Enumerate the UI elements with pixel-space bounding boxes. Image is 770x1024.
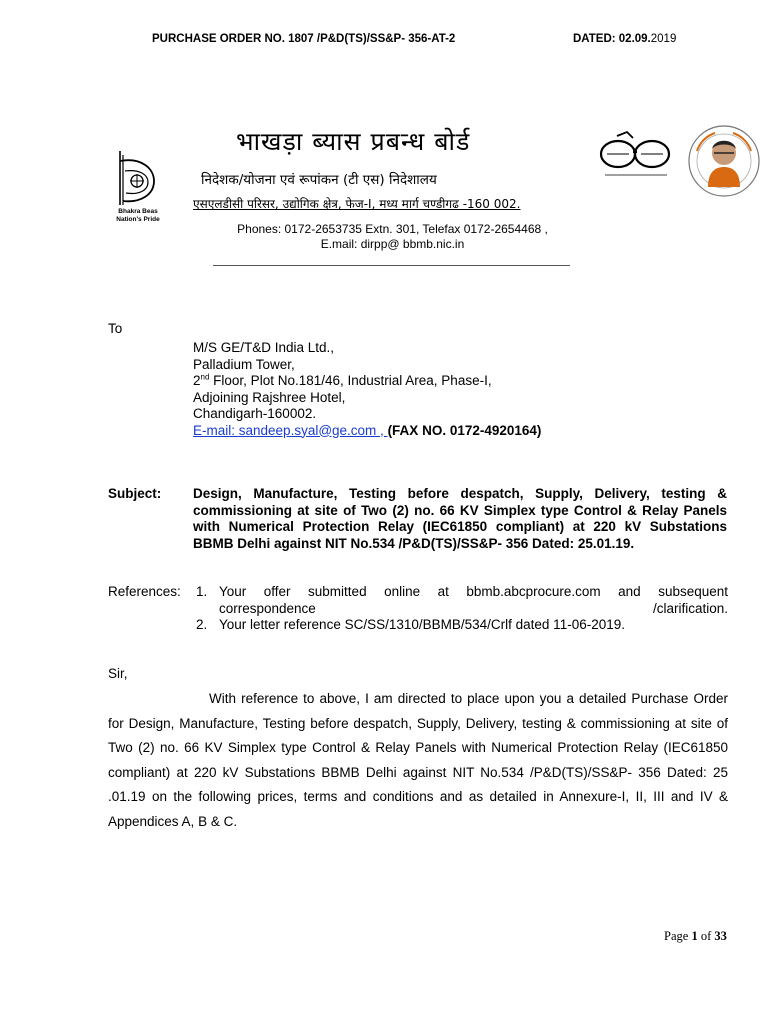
reference-text: Your offer submitted online at bbmb.abcprocure.com and subsequent correspondence /clarification. (219, 584, 728, 616)
order-date (573, 33, 676, 45)
references-label: References: (108, 584, 181, 599)
subject-label: Subject: (108, 486, 162, 501)
order-date-label: DATED: 02.09. (573, 33, 651, 45)
phones-line: Phones: 0172-2653735 Extn. 301, Telefax 0172-2654468 , (237, 222, 548, 236)
references-list (196, 584, 728, 634)
address-line-2 (193, 373, 541, 390)
reference-item (196, 584, 728, 617)
page-current: 1 (691, 929, 698, 943)
directorate-name-hindi: निदेशक/योजना एवं रूपांकन (टी एस) निदेशालय (201, 172, 437, 188)
page-label: Page (664, 929, 692, 943)
reference-number: 1. (196, 584, 208, 599)
address-line-3: Adjoining Rajshree Hotel, (193, 389, 346, 405)
purchase-order-number: PURCHASE ORDER NO. 1807 /P&D(TS)/SS&P- 356-AT-2 (152, 33, 456, 45)
order-date-year: 2019 (650, 33, 677, 45)
address-line-4: Chandigarh-160002. (193, 406, 317, 421)
contact-block (215, 222, 570, 252)
logo-caption-line2: Nation's Pride (116, 216, 160, 223)
address-line-1: Palladium Tower, (193, 356, 295, 372)
floor-number: 2 (193, 373, 201, 388)
bbmb-logo-caption (103, 208, 173, 224)
salutation: Sir, (108, 666, 128, 681)
floor-suffix: nd (200, 372, 210, 382)
letterhead-divider (213, 265, 570, 266)
page-number (664, 929, 727, 944)
recipient-address (193, 340, 541, 439)
organisation-name-hindi: भाखड़ा ब्यास प्रबन्ध बोर्ड (236, 127, 471, 156)
logo-caption-line1: Bhakra Beas (118, 208, 158, 215)
subject-text: Design, Manufacture, Testing before despatch, Supply, Delivery, testing & commissioning at site of Two (2) no. 66 KV Simplex type Control & Relay Panels with Numerical Protection Relay (IEC61850 compliant) at 220 kV Substations BBMB Delhi against NIT No.534 /P&D(TS)/SS&P- 356 Dated: 25.01.19. (193, 486, 727, 551)
page-total: 33 (714, 929, 727, 943)
swachh-bharat-logo (597, 128, 673, 184)
page-of: of (697, 929, 715, 943)
body-paragraph: With reference to above, I am directed to place upon you a detailed Purchase Order for Design, Manufacture, Testing before despatch, Supply, Delivery, testing & commissioning at site of Two (2) no. 66 KV Simplex type Control & Relay Panels with Numerical Protection Relay (IEC61850 compliant) at 220 kV Substations BBMB Delhi against NIT No.534 /P&D(TS)/SS&P- 356 Dated: 25 .01.19 on the following prices, terms and conditions and as detailed in Annexure-I, II, III and IV & Appendices A, B & C. (108, 691, 728, 829)
fax-number: (FAX NO. 0172-4920164) (387, 422, 542, 438)
recipient-email-link[interactable]: sandeep.syal@ge.com , (238, 422, 388, 438)
reference-item (196, 617, 728, 634)
recipient-name: M/S GE/T&D India Ltd., (193, 340, 335, 355)
reference-number: 2. (196, 617, 208, 632)
floor-rest: Floor, Plot No.181/46, Industrial Area, Phase-I, (209, 373, 492, 388)
reference-text: Your letter reference SC/SS/1310/BBMB/534/Crlf dated 11-06-2019. (219, 617, 625, 632)
to-label: To (108, 321, 123, 336)
email-label: E-mail: (193, 422, 239, 438)
email-line: E.mail: dirpp@ bbmb.nic.in (320, 237, 465, 251)
commemorative-portrait-emblem (683, 123, 765, 199)
recipient-contact (193, 423, 541, 440)
address-hindi: एसएलडीसी परिसर, उद्योगिक क्षेत्र, फेज-I, मध्य मार्ग चण्डीगढ -160 002. (193, 197, 521, 211)
